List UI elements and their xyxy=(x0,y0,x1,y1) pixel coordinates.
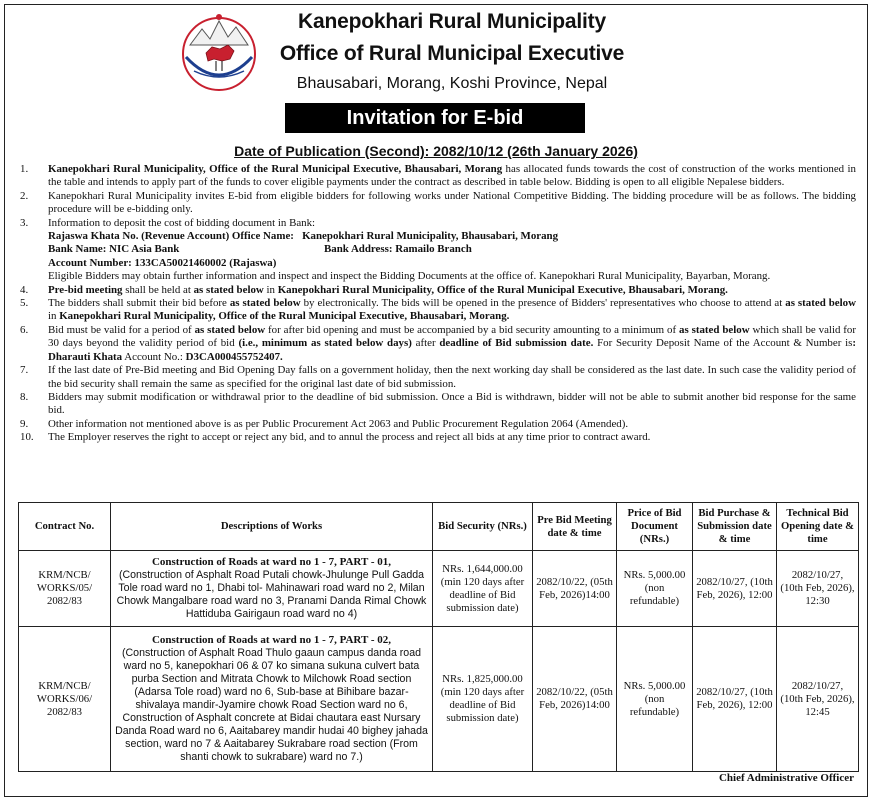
work-description: Construction of Roads at ward no 1 - 7, PART - 01, (Construction of Asphalt Road Putali chowk-Jhulunge Pull Gadda Tole road ward no 1, Dhabi tol- Mahinawari road ward no 2, Milan Chowk Mangalbare road ward no 3, Pranami Danda Rimal Chowk Hattiduba Gairigaun road ward no 4) xyxy=(111,551,433,627)
account-number: Account Number: 133CA50021460002 (Rajaswa) xyxy=(48,256,277,269)
document-price: NRs. 5,000.00 (non refundable) xyxy=(617,627,693,772)
header-bid-security: Bid Security (NRs.) xyxy=(433,503,533,551)
clause-1: 1. Kanepokhari Rural Municipality, Office of the Rural Municipal Executive, Bhausabari, Morang has allocated funds towards the cost of construction of the works mentioned in the table and intends to apply part of the funds to cover eligible payments under the contract as described in table below. Bidding is open to all eligible Nepalese bidders. xyxy=(20,163,856,189)
clause-9: 9. Other information not mentioned above is as per Public Procurement Act 2063 and Public Procurement Regulation 2064 (Amended). xyxy=(20,417,629,430)
clause-4: 4. Pre-bid meeting shall be held at as stated below in Kanepokhari Rural Municipality, Office of the Rural Municipal Executive, Bhausabari, Morang. xyxy=(20,283,728,296)
header-contract-no: Contract No. xyxy=(19,503,111,551)
contract-no: KRM/NCB/ WORKS/05/ 2082/83 xyxy=(19,551,111,627)
clause-10: 10. The Employer reserves the right to accept or reject any bid, and to annul the process and reject all bids at any time prior to contract award. xyxy=(20,431,651,444)
address: Bhausabari, Morang, Koshi Province, Nepal xyxy=(296,75,608,92)
pre-bid-date: 2082/10/22, (05th Feb, 2026)14:00 xyxy=(533,627,617,772)
office-name: Office of Rural Municipal Executive xyxy=(279,42,625,65)
clause-3: 3. Information to deposit the cost of bidding document in Bank: Rajaswa Khata No. (Revenue Account) Office Name: Kanepokhari Rural Municipality, Bhausabari, Morang Bank Name: NIC Asia Bank Bank Address: Ramailo Branch Account Number: 133CA50021460002 (Rajaswa) Eligible Bidders may obtain further information and inspect and inspect the Bidding Documents at the office of. Kanepokhari Rural Municipality, Bayarban, Morang. xyxy=(18,217,856,284)
clause-7: 7. If the last date of Pre-Bid meeting and Bid Opening Day falls on a government holiday, then the next working day shall be considered as the last date. In such case the validity period of the bid security shall remain the same as specified for the original last date of bid submission. xyxy=(20,364,856,390)
clause-5: 5. The bidders shall submit their bid before as stated below by electronically. The bids will be opened in the presence of Bidders' representatives who choose to attend at as stated below in Kanepokhari Rural Municipality, Office of the Rural Municipal Executive, Bhausabari, Morang. xyxy=(20,297,856,323)
bid-security: NRs. 1,825,000.00 (min 120 days after deadline of Bid submission date) xyxy=(433,627,533,772)
table-header-row xyxy=(19,503,859,551)
clause-8: 8. Bidders may submit modification or withdrawal prior to the deadline of bid submission. Once a Bid is withdrawn, bidder will not be able to submit another bid response for the same bid. xyxy=(20,390,856,417)
clause-list xyxy=(18,163,856,445)
works-table-wrapper xyxy=(18,502,858,772)
opening-date: 2082/10/27, (10th Feb, 2026), 12:30 xyxy=(777,551,859,627)
notice-title: Invitation for E-bid xyxy=(285,103,585,133)
document-price: NRs. 5,000.00 (non refundable) xyxy=(617,551,693,627)
publication-date: Date of Publication (Second): 2082/10/12 (26th January 2026) xyxy=(234,143,638,159)
bid-security: NRs. 1,644,000.00 (min 120 days after deadline of Bid submission date) xyxy=(433,551,533,627)
revenue-account-row: Rajaswa Khata No. (Revenue Account) Office Name: Kanepokhari Rural Municipality, Bhausabari, Morang xyxy=(48,230,559,243)
bank-row: Bank Name: NIC Asia Bank Bank Address: Ramailo Branch xyxy=(48,243,472,256)
header-description: Descriptions of Works xyxy=(111,503,433,551)
signature-line: Chief Administrative Officer xyxy=(718,772,854,784)
table-row xyxy=(19,551,859,627)
header-price: Price of Bid Document (NRs.) xyxy=(617,503,693,551)
works-table xyxy=(18,502,859,772)
purchase-date: 2082/10/27, (10th Feb, 2026), 12:00 xyxy=(693,627,777,772)
contract-no: KRM/NCB/ WORKS/06/ 2082/83 xyxy=(19,627,111,772)
clause-2: 2. Kanepokhari Rural Municipality invites E-bid from eligible bidders for following works under National Competitive Bidding. The bidding procedure will be as follows. The bidding procedure will be e-bidding only. xyxy=(20,189,856,216)
municipality-name: Kanepokhari Rural Municipality xyxy=(298,10,606,33)
header-opening: Technical Bid Opening date & time xyxy=(777,503,859,551)
table-row xyxy=(19,627,859,772)
opening-date: 2082/10/27, (10th Feb, 2026), 12:45 xyxy=(777,627,859,772)
purchase-date: 2082/10/27, (10th Feb, 2026), 12:00 xyxy=(693,551,777,627)
header-purchase: Bid Purchase & Submission date & time xyxy=(693,503,777,551)
inspection-note: Eligible Bidders may obtain further information and inspect and inspect the Bidding Documents at the office of. Kanepokhari Rural Municipality, Bayarban, Morang. xyxy=(48,270,771,283)
header-pre-bid: Pre Bid Meeting date & time xyxy=(533,503,617,551)
work-description: Construction of Roads at ward no 1 - 7, PART - 02, (Construction of Asphalt Road Thulo gaaun campus danda road ward no 5, kanepokhari 06 & 07 ko simana sukuna culvert bata purba Section and Mitrata Chowk to Milchowk Road section (Adarsa Tole road) ward no 6, Sub-base at Bihibare bazar- shivalaya mandir-Jyamire chowk Road Section ward no 6, Construction of Asphalt concrete at Bidai chautara east Nursary Danda Road ward no 6, Aaitabarey mandir hudai 40 bighey jahada section, ward no 7 & Aaitabarey Sukrabare road section (From shanti chowk to sukrabare) ward no 7.) xyxy=(111,627,433,772)
pre-bid-date: 2082/10/22, (05th Feb, 2026)14:00 xyxy=(533,551,617,627)
clause-6: 6. Bid must be valid for a period of as stated below for after bid opening and must be accompanied by a bid security amounting to a minimum of as stated below which shall be valid for 30 days beyond the validity period of bid (i.e., minimum as stated below days) after deadline of Bid submission date. For Security Deposit Name of the Account & Number is: Dharauti Khata Account No.: D3CA000455752407. xyxy=(20,323,857,363)
government-emblem-icon xyxy=(176,9,262,95)
